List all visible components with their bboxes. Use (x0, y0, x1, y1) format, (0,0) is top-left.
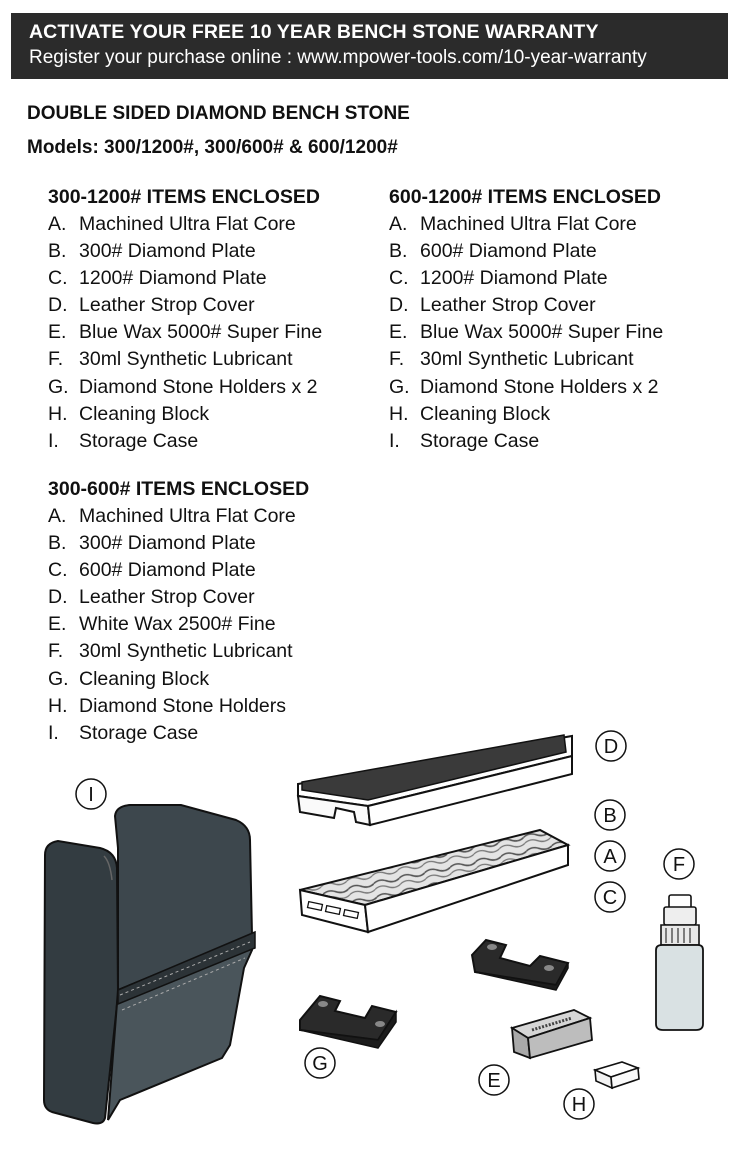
callout-f (664, 849, 694, 879)
item-letter: B. (48, 532, 67, 555)
list-item (48, 319, 322, 346)
item-letter: B. (389, 240, 408, 263)
item-letter: E. (389, 321, 408, 344)
items-list-600-1200 (389, 183, 663, 455)
item-text: Blue Wax 5000# Super Fine (420, 321, 664, 344)
section-heading: 300-600# ITEMS ENCLOSED (48, 478, 310, 500)
item-letter: D. (389, 294, 409, 317)
storage-case (44, 805, 255, 1123)
item-letter: C. (389, 267, 409, 290)
list-item (389, 292, 663, 319)
item-letter: E. (48, 613, 67, 636)
list-item (389, 374, 663, 401)
item-text: 30ml Synthetic Lubricant (79, 348, 293, 371)
item-text: Leather Strop Cover (79, 294, 255, 317)
list-item (48, 374, 322, 401)
item-letter: I. (48, 429, 59, 452)
item-letter: H. (48, 694, 68, 717)
section-heading: 600-1200# ITEMS ENCLOSED (389, 186, 662, 208)
list-item (48, 638, 309, 665)
list-item (389, 319, 663, 346)
callout-f-label: F (672, 854, 686, 876)
item-text: Storage Case (420, 429, 540, 452)
callout-d-label: D (603, 736, 619, 758)
list-item (48, 401, 322, 428)
item-letter: G. (389, 375, 410, 398)
item-letter: H. (48, 402, 68, 425)
item-text: White Wax 2500# Fine (79, 613, 276, 636)
section-heading: 300-1200# ITEMS ENCLOSED (48, 186, 321, 208)
item-text: Leather Strop Cover (420, 294, 596, 317)
list-item (48, 611, 309, 638)
list-item (48, 530, 309, 557)
item-letter: A. (389, 213, 408, 235)
item-text: Machined Ultra Flat Core (79, 505, 296, 527)
callout-b-label: B (603, 805, 617, 827)
item-text: 1200# Diamond Plate (79, 267, 267, 290)
item-text: 300# Diamond Plate (79, 240, 256, 263)
item-letter: F. (48, 348, 64, 371)
item-text: Leather Strop Cover (79, 586, 255, 609)
item-letter: A. (48, 505, 67, 527)
list-item (389, 238, 663, 265)
item-text: 600# Diamond Plate (420, 240, 597, 263)
item-text: 30ml Synthetic Lubricant (420, 348, 634, 371)
list-item (48, 211, 322, 238)
item-text: 1200# Diamond Plate (420, 267, 608, 290)
item-text: 600# Diamond Plate (79, 559, 256, 582)
item-text: Cleaning Block (79, 667, 210, 690)
callout-i-label: I (88, 784, 94, 806)
list-item (48, 238, 322, 265)
callout-d (596, 731, 626, 761)
list-item (48, 584, 309, 611)
leather-strop-cover (298, 735, 572, 825)
callout-b (595, 800, 625, 830)
item-text: Storage Case (79, 429, 199, 452)
callout-g (305, 1048, 335, 1078)
callout-h-label: H (571, 1094, 587, 1116)
item-text: 300# Diamond Plate (79, 532, 256, 555)
list-item (389, 211, 663, 238)
list-item (48, 503, 309, 530)
item-letter: G. (48, 667, 69, 690)
callout-a-label: A (603, 846, 617, 868)
callout-i (76, 779, 106, 809)
items-list-300-1200 (48, 183, 322, 455)
list-item (389, 401, 663, 428)
item-text: Blue Wax 5000# Super Fine (79, 321, 323, 344)
wax-bar (512, 1010, 592, 1058)
callout-c (595, 882, 625, 912)
list-item (389, 265, 663, 292)
callout-e-label: E (487, 1070, 501, 1092)
item-letter: D. (48, 294, 68, 317)
item-letter: E. (48, 321, 67, 344)
item-letter: G. (48, 375, 69, 398)
callout-g-label: G (312, 1053, 328, 1075)
item-text: Diamond Stone Holders x 2 (79, 375, 318, 398)
cleaning-block (595, 1062, 639, 1088)
item-letter: H. (389, 402, 409, 425)
item-text: Machined Ultra Flat Core (420, 213, 637, 235)
item-letter: I. (389, 429, 400, 452)
lubricant-bottle (656, 895, 703, 1030)
stone-holder-left (300, 996, 396, 1048)
warranty-subtitle: Register your purchase online : www.mpower-tools.com/10-year-warranty (29, 47, 647, 68)
item-letter: F. (389, 348, 405, 371)
item-letter: A. (48, 213, 67, 235)
list-item (48, 346, 322, 373)
list-item (48, 666, 309, 693)
product-title: DOUBLE SIDED DIAMOND BENCH STONE (27, 103, 410, 124)
parts-illustration (0, 700, 738, 1152)
callout-h (564, 1089, 594, 1119)
item-letter: D. (48, 586, 68, 609)
item-text: Cleaning Block (79, 402, 210, 425)
item-text: 30ml Synthetic Lubricant (79, 640, 293, 663)
item-text: Storage Case (79, 721, 199, 744)
callout-c-label: C (602, 887, 618, 909)
list-item (48, 292, 322, 319)
callout-a (595, 841, 625, 871)
item-letter: C. (48, 267, 68, 290)
item-text: Diamond Stone Holders x 2 (420, 375, 659, 398)
list-item (389, 428, 663, 455)
product-models: Models: 300/1200#, 300/600# & 600/1200# (27, 137, 398, 158)
item-letter: F. (48, 640, 64, 663)
stone-holder-right (472, 940, 568, 990)
diamond-plate-stack (300, 830, 568, 932)
item-text: Machined Ultra Flat Core (79, 213, 296, 235)
list-item (48, 557, 309, 584)
item-letter: I. (48, 721, 59, 744)
callout-e (479, 1065, 509, 1095)
list-item (48, 428, 322, 455)
list-item (389, 346, 663, 373)
item-letter: C. (48, 559, 68, 582)
item-text: Diamond Stone Holders (79, 694, 287, 717)
item-text: Cleaning Block (420, 402, 551, 425)
warranty-title: ACTIVATE YOUR FREE 10 YEAR BENCH STONE WARRANTY (29, 21, 599, 43)
list-item (48, 265, 322, 292)
item-letter: B. (48, 240, 67, 263)
warranty-banner (11, 13, 728, 79)
